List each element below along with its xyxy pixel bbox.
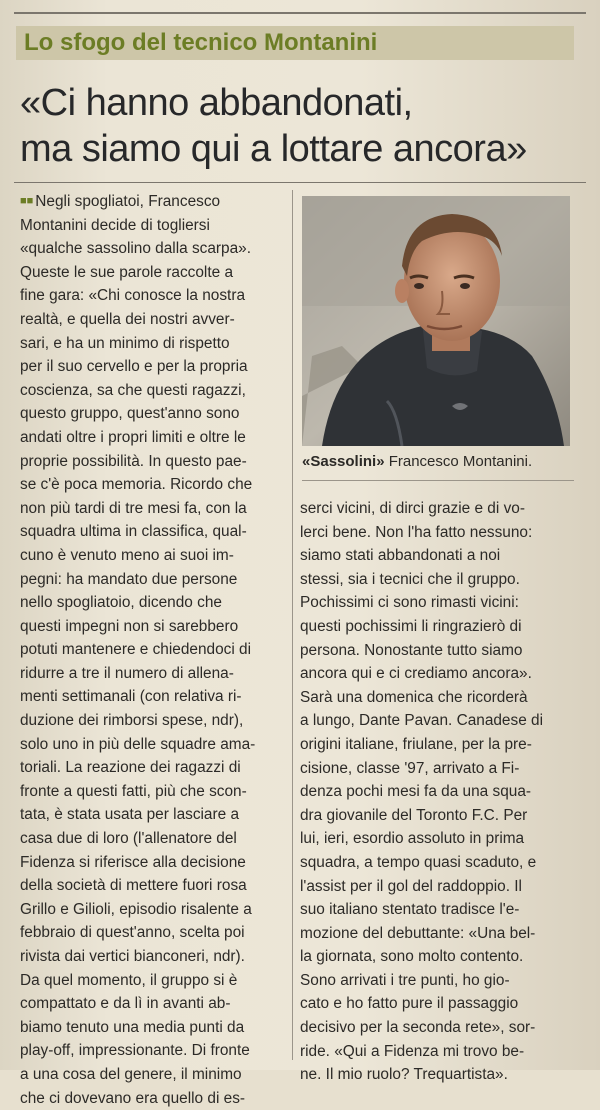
text-line	[20, 1087, 288, 1110]
text-line-content: squadra ultima in classifica, qual-	[20, 523, 247, 541]
text-line	[20, 615, 288, 639]
text-line-content: denza pochi mesi fa da una squa-	[300, 783, 532, 801]
text-line-content: sari, e ha un minimo di rispetto	[20, 334, 230, 352]
text-line	[20, 355, 288, 379]
text-line-content: cato e ho fatto pure il passaggio	[300, 995, 519, 1013]
text-line-content: ridurre a tre il numero di allena-	[20, 664, 234, 682]
text-line-content: a lungo, Dante Pavan. Canadese di	[300, 712, 544, 730]
text-line	[20, 1039, 288, 1063]
text-line	[300, 922, 572, 946]
text-line-content: realtà, e quella dei nostri avver-	[20, 310, 235, 328]
caption-label: «Sassolini»	[302, 453, 385, 470]
portrait-photo	[302, 196, 570, 446]
text-line	[20, 497, 288, 521]
text-line	[300, 639, 572, 663]
text-line-content: stessi, sia i tecnici che il gruppo.	[300, 570, 520, 588]
text-line	[20, 379, 288, 403]
text-line	[300, 709, 572, 733]
text-line	[20, 1016, 288, 1040]
text-line	[20, 921, 288, 945]
headline-rule	[14, 182, 586, 183]
text-line	[300, 662, 572, 686]
text-line	[20, 685, 288, 709]
text-line-content: «qualche sassolino dalla scarpa».	[20, 240, 252, 258]
text-line	[20, 402, 288, 426]
text-line	[300, 969, 572, 993]
text-line-content: andati oltre i propri limiti e oltre le	[20, 428, 246, 446]
text-line-content: ne. Il mio ruolo? Trequartista».	[300, 1066, 508, 1084]
caption-rule	[302, 480, 574, 481]
text-line-content: ride. «Qui a Fidenza mi trovo be-	[300, 1042, 525, 1060]
text-line	[300, 1016, 572, 1040]
text-line	[300, 827, 572, 851]
text-line-content: dra giovanile del Toronto F.C. Per	[300, 806, 528, 824]
text-line-content: origini italiane, friulane, per la pre-	[300, 735, 532, 753]
text-line	[20, 426, 288, 450]
text-line-content: siamo stati abbandonati a noi	[300, 547, 501, 565]
text-line-content: serci vicini, di dirci grazie e di vo-	[300, 500, 525, 517]
text-line	[20, 709, 288, 733]
text-line	[300, 804, 572, 828]
lead-marker-icon: ■■	[20, 195, 34, 207]
text-line	[20, 261, 288, 285]
text-line-content: compattato e da lì in avanti ab-	[20, 995, 231, 1013]
text-line-content: lui, ieri, esordio assoluto in prima	[300, 830, 525, 848]
text-line-content: fronte a questi fatti, più che scon-	[20, 782, 247, 800]
text-line	[300, 757, 572, 781]
text-line	[20, 1063, 288, 1087]
text-line-content: Fidenza si riferisce alla decisione	[20, 853, 246, 871]
text-line-content: Grillo e Gilioli, episodio risalente a	[20, 900, 252, 918]
text-line-content: ancora qui e ci crediamo ancora».	[300, 665, 532, 683]
text-line	[300, 780, 572, 804]
text-line	[300, 497, 572, 521]
text-line	[300, 521, 572, 545]
text-line	[20, 827, 288, 851]
text-line	[20, 662, 288, 686]
text-line	[300, 875, 572, 899]
text-line	[300, 851, 572, 875]
text-line	[20, 851, 288, 875]
text-line	[20, 568, 288, 592]
portrait-image	[302, 196, 570, 446]
text-line-content: cuno è venuto meno ai suoi im-	[20, 546, 234, 564]
text-line-content: se c'è poca memoria. Ricordo che	[20, 476, 253, 494]
text-line	[20, 308, 288, 332]
text-line-content: rivista dai vertici bianconeri, ndr).	[20, 948, 245, 965]
text-line	[300, 945, 572, 969]
text-line-content: l'assist per il gol del raddoppio. Il	[300, 877, 522, 895]
text-line-content: Sarà una domenica che ricorderà	[300, 688, 528, 706]
text-line	[20, 803, 288, 827]
text-line	[20, 992, 288, 1016]
text-line-content: lerci bene. Non l'ha fatto nessuno:	[300, 523, 533, 541]
text-line-content: menti settimanali (con relativa ri-	[20, 688, 242, 706]
text-line-content: decisivo per la seconda rete», sor-	[300, 1019, 536, 1037]
headline	[20, 80, 580, 172]
text-line-content: Queste le sue parole raccolte a	[20, 263, 234, 281]
text-line-content: questi pochissimi li ringrazierò di	[300, 617, 522, 635]
text-line-content: Pochissimi ci sono rimasti vicini:	[300, 594, 519, 612]
left-column	[20, 190, 288, 1110]
text-line	[20, 945, 288, 969]
right-column	[300, 497, 572, 1087]
text-line-content: nello spogliatoio, dicendo che	[20, 594, 222, 612]
text-line	[20, 284, 288, 308]
text-line-content: mozione del debuttante: «Una bel-	[300, 924, 536, 942]
text-line-content: solo uno in più delle squadre ama-	[20, 735, 256, 753]
text-line-content: questo gruppo, quest'anno sono	[20, 405, 240, 423]
text-line-content: duzione dei rimborsi spese, ndr),	[20, 712, 244, 730]
text-line-content: toriali. La reazione dei ragazzi di	[20, 759, 241, 777]
text-line	[300, 992, 572, 1016]
text-line-content: biamo tenuto una media punti da	[20, 1018, 245, 1036]
text-line	[300, 1063, 572, 1087]
kicker: Lo sfogo del tecnico Montanini	[16, 26, 574, 60]
text-line	[300, 898, 572, 922]
text-line	[300, 591, 572, 615]
text-line	[20, 780, 288, 804]
text-line-content: Negli spogliatoi, Francesco	[35, 193, 221, 210]
text-line	[20, 237, 288, 261]
text-line-content: tata, è stata usata per lasciare a	[20, 806, 240, 824]
text-line-content: suo italiano stentato tradisce l'e-	[300, 901, 520, 919]
text-line	[300, 733, 572, 757]
text-line	[20, 969, 288, 993]
text-line	[20, 874, 288, 898]
text-line-content: della società di mettere fuori rosa	[20, 877, 247, 895]
text-line	[300, 544, 572, 568]
text-line	[300, 568, 572, 592]
text-line-content: persona. Nonostante tutto siamo	[300, 641, 523, 659]
text-line-content: a una cosa del genere, il minimo	[20, 1065, 242, 1083]
text-line-content: play-off, impressionante. Di fronte	[20, 1042, 250, 1060]
text-line	[20, 733, 288, 757]
text-line-content: Sono arrivati i tre punti, ho gio-	[300, 971, 510, 989]
caption-text: Francesco Montanini.	[384, 453, 533, 470]
top-rule	[14, 12, 586, 14]
text-line-content: questi impegni non si sarebbero	[20, 617, 239, 635]
text-line	[300, 686, 572, 710]
text-line-content: che ci dovevano era quello di es-	[20, 1089, 246, 1107]
column-divider	[292, 190, 293, 1060]
text-line-content: non più tardi di tre mesi fa, con la	[20, 499, 247, 517]
headline-line: ma siamo qui a lottare ancora»	[20, 128, 527, 170]
text-line-content: pegni: ha mandato due persone	[20, 570, 238, 588]
text-line-content: cisione, classe '97, arrivato a Fi-	[300, 759, 520, 777]
text-line-content: potuti mantenere e chiedendoci di	[20, 641, 252, 659]
text-line-content: casa due di loro (l'allenatore del	[20, 830, 237, 848]
text-line-content: fine gara: «Chi conosce la nostra	[20, 287, 246, 305]
text-line	[20, 756, 288, 780]
text-line	[20, 898, 288, 922]
text-line	[300, 615, 572, 639]
text-line-content: coscienza, sa che questi ragazzi,	[20, 381, 246, 399]
text-line	[300, 1040, 572, 1064]
text-line	[20, 473, 288, 497]
text-line-content: proprie possibilità. In questo pae-	[20, 452, 247, 470]
text-line	[20, 591, 288, 615]
text-line-content: per il suo cervello e per la propria	[20, 358, 248, 376]
photo-caption	[302, 453, 582, 470]
text-line	[20, 544, 288, 568]
text-line-content: Montanini decide di togliersi	[20, 216, 210, 234]
text-line-content: la giornata, sono molto contento.	[300, 948, 524, 966]
text-line	[20, 520, 288, 544]
headline-line: «Ci hanno abbandonati,	[20, 82, 413, 124]
text-line-content: Da quel momento, il gruppo si è	[20, 971, 238, 989]
text-line	[20, 214, 288, 238]
text-line	[20, 332, 288, 356]
text-line	[20, 450, 288, 474]
text-line-content: squadra, a tempo quasi scaduto, e	[300, 853, 537, 871]
text-line-content: febbraio di quest'anno, scelta poi	[20, 924, 245, 942]
text-line	[20, 190, 288, 214]
text-line	[20, 638, 288, 662]
